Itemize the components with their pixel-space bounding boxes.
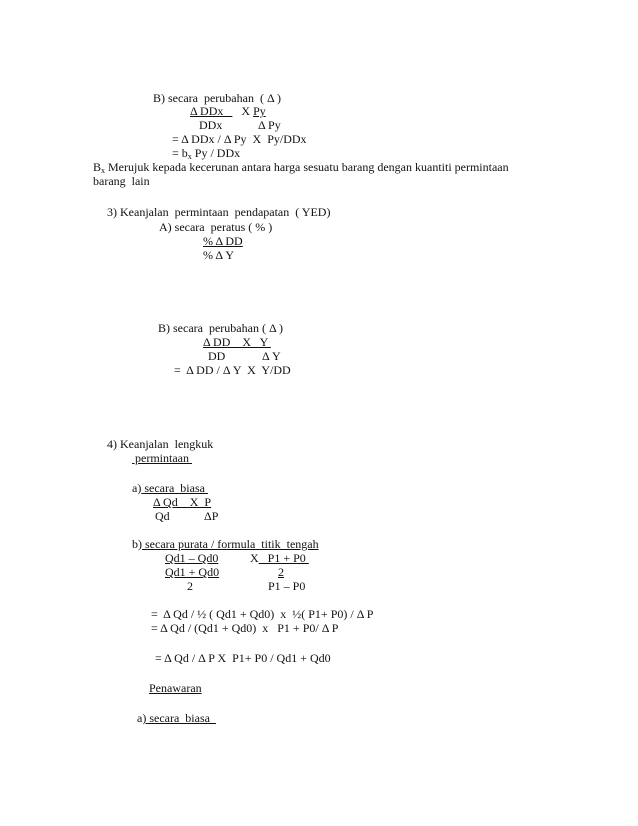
ped-equation-1: = Δ DDx / Δ Py X Py/DDx	[172, 132, 307, 146]
eq2-rest: Py / DDx	[191, 146, 241, 160]
yed-percent-denominator: % Δ Y	[203, 248, 235, 262]
midpoint-times: X	[250, 551, 259, 565]
times-sign: X	[232, 104, 254, 118]
midpoint-method-title	[132, 537, 319, 551]
eq2-subscript: x	[187, 152, 192, 161]
midpoint-p-difference: P1 – P0	[268, 579, 306, 593]
eq2-b: = b	[172, 146, 188, 160]
ped-formula-den-py: Δ Py	[258, 118, 281, 132]
numerator-ddx: Δ DDx	[190, 104, 233, 118]
arc-elasticity-heading-2: permintaan	[132, 451, 192, 465]
numerator-py: Py	[253, 104, 266, 118]
simple-formula-den-qd: Qd	[155, 509, 170, 523]
midpoint-two-left: 2	[187, 579, 193, 593]
simple-formula-den-p: ΔP	[204, 509, 219, 523]
midpoint-qd-sum: Qd1 + Qd0	[165, 565, 220, 579]
ped-formula-numerator	[190, 104, 266, 118]
arc-elasticity-heading: 4) Keanjalan lengkuk	[107, 437, 214, 451]
simple-method-title	[132, 481, 208, 495]
note-line-2: barang lain	[93, 174, 150, 188]
yed-percent-numerator: % Δ DD	[203, 234, 243, 248]
supply-simple-title	[137, 711, 216, 725]
yed-change-numerator: Δ DD X Y	[203, 335, 271, 349]
ped-formula-den-ddx: DDx	[199, 118, 223, 132]
midpoint-two-right: 2	[278, 565, 284, 579]
note-marker-subscript: x	[101, 166, 106, 175]
midpoint-equation-2: = Δ Qd / (Qd1 + Qd0) x P1 + P0/ Δ P	[151, 621, 339, 635]
yed-change-equation: = Δ DD / Δ Y X Y/DD	[174, 363, 291, 377]
midpoint-qd-difference: Qd1 – Qd0	[165, 551, 219, 565]
simple-formula-numerator: Δ Qd X P	[153, 495, 212, 509]
supply-simple-marker: a	[137, 711, 143, 725]
midpoint-p-sum-text: P1 + P0	[258, 551, 309, 565]
ped-change-heading: B) secara perubahan ( Δ )	[153, 91, 281, 105]
yed-heading: 3) Keanjalan permintaan pendapatan ( YED)	[107, 205, 331, 219]
supply-heading: Penawaran	[149, 681, 202, 695]
note-line-1	[93, 160, 509, 178]
yed-change-heading: B) secara perubahan ( Δ )	[158, 321, 283, 335]
midpoint-method-marker: b)	[132, 537, 142, 551]
yed-percent-heading: A) secara peratus ( % )	[159, 220, 273, 234]
midpoint-p-sum	[250, 551, 309, 565]
note-text: Merujuk kepada kecerunan antara harga sesuatu barang dengan kuantiti permintaan	[105, 160, 509, 174]
midpoint-equation-3: = Δ Qd / Δ P X P1+ P0 / Qd1 + Qd0	[155, 651, 331, 665]
simple-method-marker: a)	[132, 481, 142, 495]
note-marker: B	[93, 160, 102, 174]
yed-change-den-y: Δ Y	[262, 349, 281, 363]
simple-method-label: secara biasa	[141, 481, 208, 495]
midpoint-method-label: secara purata / formula titik tengah	[142, 537, 319, 551]
midpoint-equation-1: = Δ Qd / ½ ( Qd1 + Qd0) x ½( P1+ P0) / Δ P	[151, 607, 374, 621]
yed-change-den-dd: DD	[208, 349, 226, 363]
supply-simple-label: ) secara biasa	[142, 711, 216, 725]
